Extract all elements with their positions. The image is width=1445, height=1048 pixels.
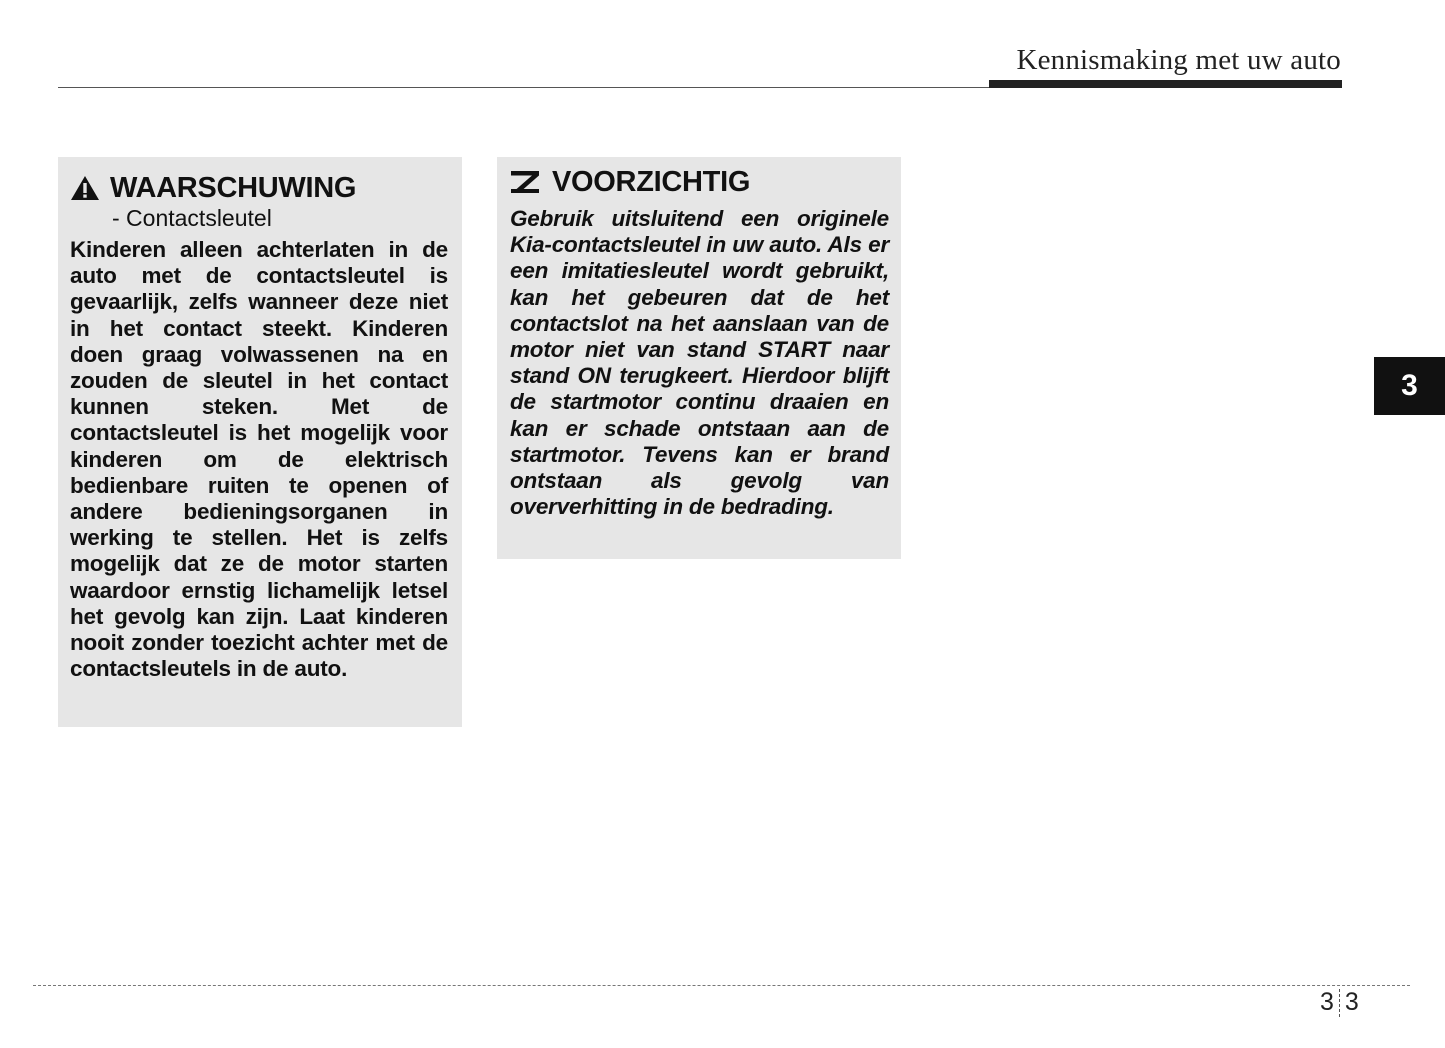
caution-icon: [510, 169, 540, 195]
footer-chapter: 3: [1320, 988, 1334, 1016]
caution-title: VOORZICHTIG: [552, 166, 751, 198]
chapter-tab: 3: [1374, 357, 1445, 415]
footer-rule: [33, 985, 1410, 986]
warning-heading: [70, 171, 448, 205]
warning-subtitle: - Contactsleutel: [112, 205, 272, 231]
warning-body: Kinderen alleen achterlaten in de auto met de contactsleutel is gevaarlijk, zelfs wanneer deze niet in het contact steekt. Kinderen doen graag volwassenen na en zouden de sleutel in het contact kunnen steken. Met de contactsleutel is het mogelijk voor kinderen om de elektrisch bedienbare ruiten te openen of andere bedieningsorganen in werking te stellen. Het is zelfs mogelijk dat ze de motor starten waardoor ernstig lichamelijk letsel het gevolg kan zijn. Laat kinderen nooit zonder toezicht achter met de contactsleutels in de auto.: [70, 237, 448, 682]
page-separator: [1339, 989, 1340, 1017]
header-title: Kennismaking met uw auto: [1016, 44, 1341, 76]
header-bar: [989, 80, 1342, 88]
footer-page: 3: [1344, 988, 1359, 1016]
caution-body: Gebruik uitsluitend een originele Kia-contactsleutel in uw auto. Als er een imitatiesleutel wordt gebruikt, kan het gebeuren dat de het contactslot na het aanslaan van de motor niet van stand START naar stand ON terugkeert. Hierdoor blijft de startmotor continu draaien en kan er schade ontstaan aan de startmotor. Tevens kan er brand ontstaan als gevolg van oververhitting in de bedrading.: [510, 206, 889, 520]
warning-box: [58, 157, 462, 727]
caution-box: [497, 157, 901, 559]
warning-title: WAARSCHUWING: [110, 172, 357, 204]
warning-triangle-icon: [70, 175, 100, 201]
header-rule: [58, 87, 990, 88]
page-number: [1320, 988, 1359, 1017]
caution-heading: [510, 165, 889, 199]
